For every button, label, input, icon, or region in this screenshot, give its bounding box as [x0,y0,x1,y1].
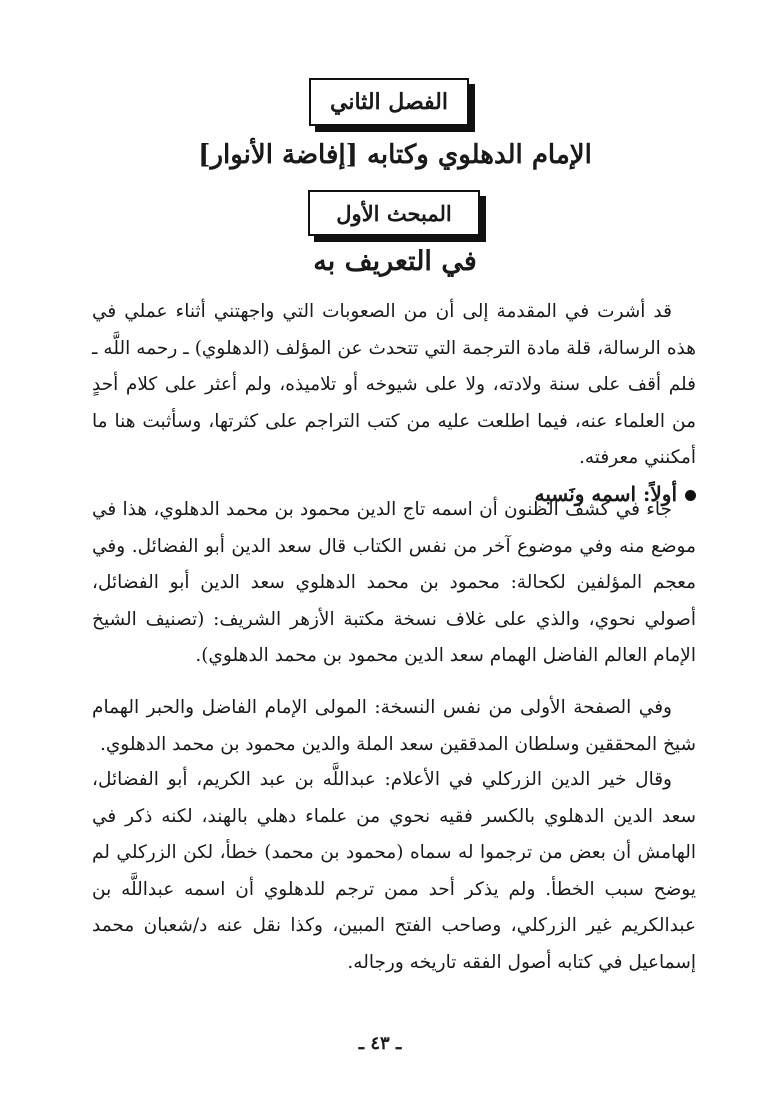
paragraph-intro [92,294,696,477]
section-heading-box [308,190,486,242]
chapter-label: الفصل الثاني [309,78,469,126]
heading-text: أولاً: اسمه ونَسبه [534,482,677,506]
paragraph-text: وفي الصفحة الأولى من نفس النسخة: المولى الإمام الفاضل والحبر الهمام شيخ المحققين وسلطان المدققين سعد الملة والدين محمود بن محمد الدهلوي. [92,697,696,755]
paragraph-text: وقال خير الدين الزركلي في الأعلام: عبداللَّه بن عبد الكريم، أبو الفضائل، سعد الدين الدهلوي بالكسر فقيه نحوي من علماء دهلي بالهند، لكنه ذكر في الهامش أن بعض من ترجموا له سماه (محمود بن محمد) خطأ، لكن الزركلي لم يوضح سبب الخطأ. ولم يذكر أحد ممن ترجم للدهلوي أن اسمه عبداللَّه بن عبدالكريم غير الزركلي، وصاحب الفتح المبين، وكذا نقل عنه د/شعبان محمد إسماعيل في كتابه أصول الفقه تاريخه ورجاله. [92,769,696,973]
section-label: المبحث الأول [308,190,480,236]
paragraph-kashf [92,492,696,675]
sub-title: في التعريف به [313,246,477,277]
paragraph-text: قد أشرت في المقدمة إلى أن من الصعوبات التي واجهتني أثناء عملي في هذه الرسالة، قلة مادة الترجمة التي تتحدث عن المؤلف (الدهلوي) ـ رحمه اللَّه ـ فلم أقف على سنة ولادته، ولا على شيوخه أو تلاميذه، ولم أعثر على كلام أحدٍ من العلماء عنه، فيما اطلعت عليه من كتب التراجم على كثرتها، وسأثبت هنا ما أمكنني معرفته. [92,301,696,468]
paragraph-zirikli [92,762,696,981]
paragraph-first-page [92,690,696,763]
paragraph-text: جاء في كشف الظنون أن اسمه تاج الدين محمود بن محمد الدهلوي، هذا في موضع منه وفي موضوع آخر من نفس الكتاب قال سعد الدين أبو الفضائل. وفي معجم المؤلفين لكحالة: محمود بن محمد الدهلوي سعد الدين أبو الفضائل، أصولي نحوي، والذي على غلاف نسخة مكتبة الأزهر الشريف: (تصنيف الشيخ الإمام العالم الفاضل الهمام سعد الدين محمود بن محمد الدهلوي). [92,499,696,666]
chapter-heading-box [309,78,475,132]
main-title: الإمام الدهلوي وكتابه [إفاضة الأنوار] [198,140,592,170]
page-number: ـ ٤٣ ـ [358,1033,402,1054]
